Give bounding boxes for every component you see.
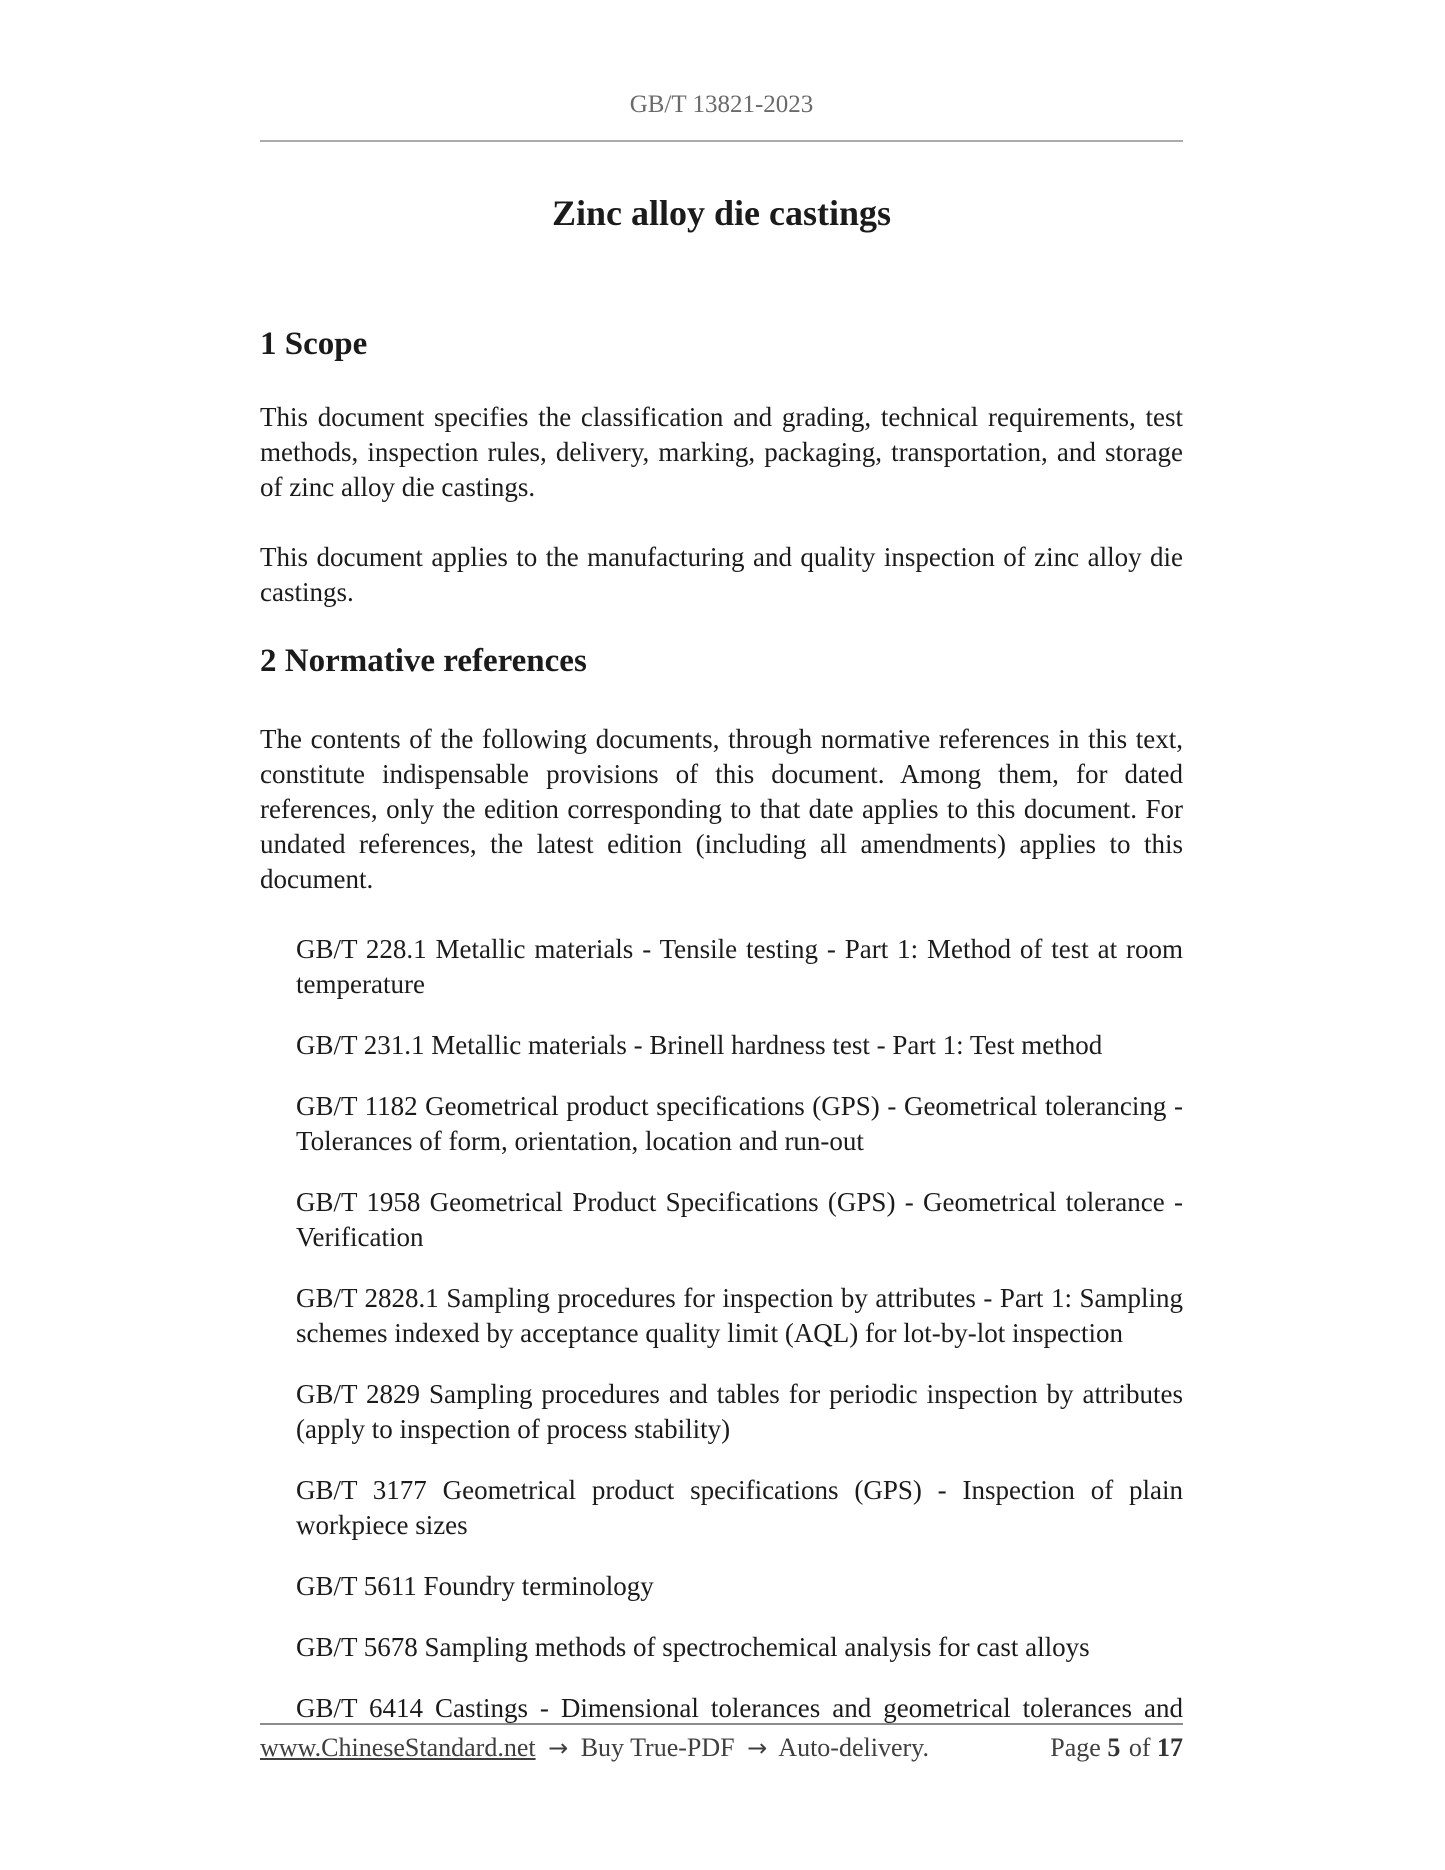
normative-references-intro: The contents of the following documents, through normative references in this text, constitute indispensable provisions of this document. Among them, for dated references, only the edition corresponding to that date applies to this document. For undated references, the latest edition (including all amendments) applies to this document.	[260, 724, 1183, 894]
arrow-right-icon: →	[548, 1734, 569, 1762]
header-rule	[260, 140, 1183, 142]
scope-paragraph-2: This document applies to the manufacturing and quality inspection of zinc alloy die castings.	[260, 542, 1183, 607]
page-number: 5	[1107, 1733, 1121, 1762]
page-indicator	[1048, 1732, 1183, 1764]
reference-item: GB/T 2829 Sampling procedures and tables for periodic inspection by attributes (apply to inspection of process stability)	[296, 1379, 1183, 1444]
footer-site-link[interactable]: www.ChineseStandard.net	[260, 1733, 536, 1762]
reference-item: GB/T 5611 Foundry terminology	[296, 1571, 654, 1601]
page-label: Page	[1050, 1733, 1101, 1762]
reference-item: GB/T 228.1 Metallic materials - Tensile testing - Part 1: Method of test at room temperature	[296, 934, 1183, 999]
section-heading-scope: 1 Scope	[260, 326, 368, 362]
footer-left	[260, 1732, 935, 1764]
reference-item: GB/T 1182 Geometrical product specifications (GPS) - Geometrical tolerancing - Tolerances of form, orientation, location and run-out	[296, 1091, 1183, 1156]
page-total: 17	[1157, 1733, 1183, 1762]
footer-buy-label: Buy True-PDF	[580, 1733, 735, 1762]
reference-item: GB/T 6414 Castings - Dimensional tolerances and geometrical tolerances and	[296, 1693, 1183, 1723]
footer-delivery-label: Auto-delivery.	[778, 1733, 929, 1762]
reference-item: GB/T 1958 Geometrical Product Specifications (GPS) - Geometrical tolerance - Verification	[296, 1187, 1183, 1252]
arrow-right-icon: →	[747, 1734, 768, 1762]
page-footer	[260, 1723, 1183, 1764]
reference-item: GB/T 5678 Sampling methods of spectrochemical analysis for cast alloys	[296, 1632, 1090, 1662]
reference-item: GB/T 3177 Geometrical product specifications (GPS) - Inspection of plain workpiece sizes	[296, 1475, 1183, 1540]
reference-item: GB/T 2828.1 Sampling procedures for inspection by attributes - Part 1: Sampling schemes indexed by acceptance quality limit (AQL) for lot-by-lot inspection	[296, 1283, 1183, 1348]
section-heading-normative-references: 2 Normative references	[260, 643, 587, 679]
document-title: Zinc alloy die castings	[551, 193, 892, 233]
of-label: of	[1128, 1733, 1151, 1762]
reference-item: GB/T 231.1 Metallic materials - Brinell hardness test - Part 1: Test method	[296, 1030, 1103, 1060]
document-content	[260, 0, 1183, 1726]
reference-list	[260, 932, 1183, 1726]
scope-paragraph-1: This document specifies the classification and grading, technical requirements, test methods, inspection rules, delivery, marking, packaging, transportation, and storage of zinc alloy die castings.	[260, 402, 1183, 502]
document-number: GB/T 13821-2023	[629, 91, 814, 118]
